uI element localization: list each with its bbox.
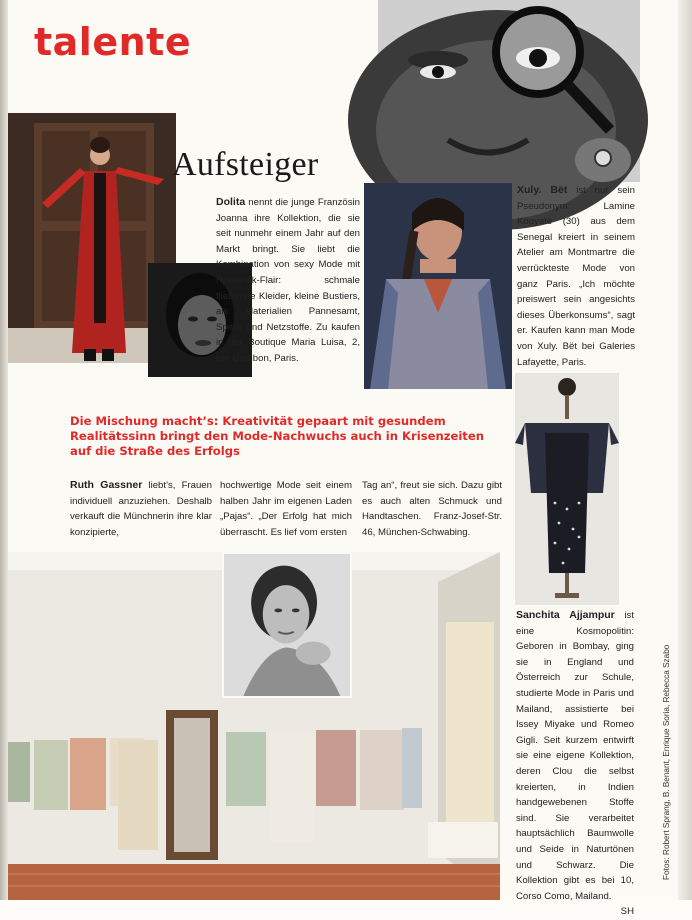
page-edge — [678, 0, 692, 900]
ruth-text-col3: Tag an“, freut sie sich. Dazu gibt es auch alten Schmuck und Handtaschen. Franz-Josef-Str. 46, München-Schwabing. — [362, 480, 502, 538]
photo-sanchita-garment — [515, 373, 619, 605]
article-kicker: Die Mischung macht’s: Kreativität gepaart mit gesundem Realitätssinn bringt den Mode-Nachwuchs auch in Krisenzeiten auf die Straße des Erfolgs — [70, 414, 484, 458]
section-title: talente — [34, 20, 192, 64]
photo-ruth-gassner — [222, 552, 352, 698]
sanchita-signature: SH — [620, 906, 634, 918]
dolita-text: nennt die junge Französin Joanna ihre Kollektion, die sie seit nunmehr einem Jahr auf den Markt bringt. Sie liebt die Kombination von sexy Mode mit Romantik-Flair: schmale fließende Kleider, kleine Bustiers, als Materialien Pannesamt, Spitze und Netzstoffe. Zu kaufen in der Boutique Maria Luisa, 2, rue Cambon, Paris. — [216, 197, 360, 364]
photo-credits: Fotos: Robert Sprang, B. Benant, Enrique Soria, Rebecca Szabo — [662, 644, 671, 880]
sanchita-name: Sanchita Ajjampur — [516, 609, 615, 621]
ruth-paragraph-col2 — [220, 478, 352, 540]
ruth-paragraph-col3 — [362, 478, 502, 540]
xuly-text: ist nur sein Pseudonym: Lamine Kouyaté (30) aus dem Senegal kreiert in seinem Atelier am Montmartre die verrückteste Mode von ganz Paris. „Ich möchte preiswert sein angesichts dieses Überkonsums“, sagt er. Kaufen kann man Mode von Xuly. Bët bei Galeries Lafayette, Paris. — [517, 185, 635, 368]
photo-magnifier-portrait — [378, 0, 640, 182]
ruth-name: Ruth Gassner — [70, 479, 143, 491]
page-binding — [0, 0, 8, 900]
photo-xuly-model — [364, 183, 512, 389]
ruth-text-col1: liebt’s, Frauen individuell anzuziehen. Deshalb verkauft die Münchnerin ihre klar konzipierte, — [70, 480, 212, 538]
dolita-name: Dolita — [216, 196, 246, 208]
xuly-name: Xuly. Bët — [517, 184, 568, 196]
article-headline: Aufsteiger — [172, 146, 319, 183]
sanchita-text: ist eine Kosmopolitin: Geboren in Bombay, ging sie in England und Österreich zur Schule, studierte Mode in Paris und Mailand, assistierte bei Issey Miyake und Romeo Gigli. Seit kurzem entwirft sie eine eigene Kollektion, deren Clou die selbst kreierten, in Indien handgewebenen Stoffe sind. Sie verarbeitet hauptsächlich Baumwolle und Seide in Naturtönen und Schwarz. Die Kollektion gibt es bei 10, Corso Como, Mailand. — [516, 610, 634, 902]
ruth-paragraph-col1 — [70, 478, 212, 540]
sanchita-paragraph — [516, 608, 634, 920]
ruth-text-col2: hochwertige Mode seit einem halben Jahr im eigenen Laden „Pajas“. „Der Erfolg hat mich überrascht. Es lief vom ersten — [220, 480, 352, 538]
xuly-paragraph — [517, 183, 635, 370]
